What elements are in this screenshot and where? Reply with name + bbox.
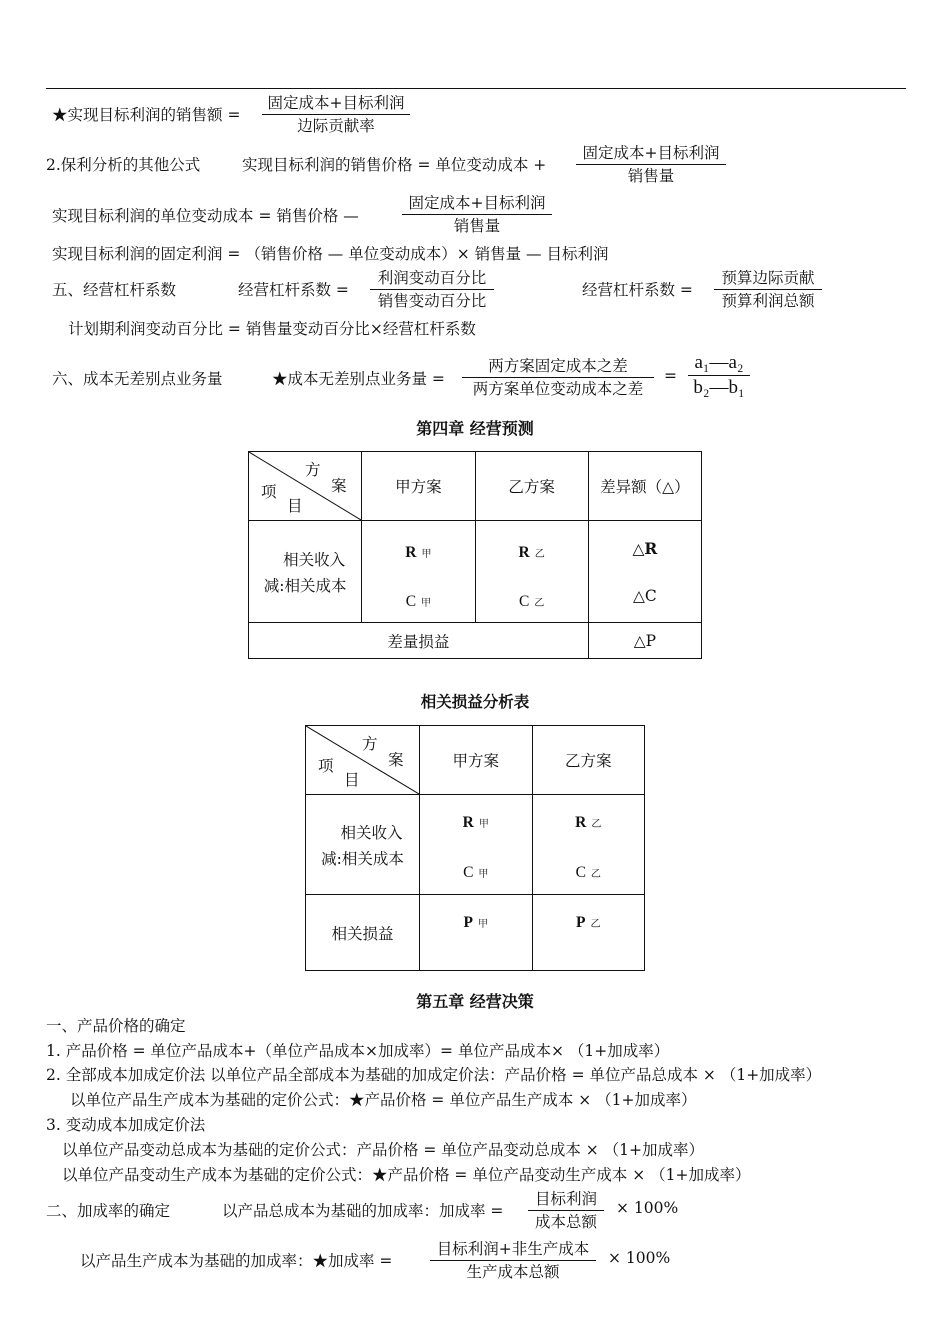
corner-label-right: 案 [331, 477, 347, 495]
markup-production-tail: × 100% [608, 1249, 671, 1267]
variable-total-line: 以单位产品变动总成本为基础的定价公式：产品价格 = 单位产品变动总成本 × （1+加成率） [62, 1141, 705, 1159]
profit-symbol: P [463, 914, 474, 931]
corner-label-top: 方 [362, 735, 378, 753]
row-label-cost: 减:相关成本 [321, 849, 404, 868]
revenue-symbol: R [405, 544, 417, 561]
leverage-label-1: 经营杠杆系数 = [238, 281, 349, 299]
row-label-revenue: 相关收入 [340, 823, 403, 842]
indifference-heading: 六、成本无差别点业务量 [52, 370, 223, 388]
markup-production-label: 以产品生产成本为基础的加成率：★加成率 = [80, 1252, 393, 1270]
relevant-profit-table-title: 相关损益分析表 [420, 692, 530, 711]
section-price-heading: 一、产品价格的确定 [46, 1017, 186, 1035]
cost-symbol: C [463, 864, 474, 881]
difference-cell [588, 521, 701, 623]
target-price-fraction: 固定成本+目标利润 销售量 [576, 142, 726, 187]
difference-analysis-table [248, 451, 702, 659]
subscript-yi: 乙 [591, 819, 602, 830]
leverage-label-2: 经营杠杆系数 = [582, 281, 693, 299]
indifference-fraction: 两方案固定成本之差 两方案单位变动成本之差 [462, 355, 654, 400]
indifference-eq: = [664, 367, 677, 385]
subscript-jia: 甲 [478, 869, 489, 880]
subscript-jia: 甲 [421, 549, 432, 560]
plan-b-cell [532, 795, 645, 895]
target-vc-fraction: 固定成本+目标利润 销售量 [402, 192, 552, 237]
header-rule [46, 88, 906, 89]
markup-total-label: 以产品总成本为基础的加成率：加成率 = [222, 1202, 504, 1220]
plan-b-cell [475, 521, 588, 623]
subscript-jia: 甲 [478, 819, 489, 830]
column-header: 乙方案 [532, 726, 645, 795]
leverage-fraction-1: 利润变动百分比 销售变动百分比 [370, 267, 494, 312]
relevant-profit-table [305, 725, 645, 971]
row-label-cell [249, 521, 362, 623]
variable-production-line: 以单位产品变动生产成本为基础的定价公式：★产品价格 = 单位产品变动生产成本 × （1+加成率） [62, 1166, 751, 1184]
target-price-label: 实现目标利润的销售价格 = 单位变动成本 + [242, 156, 547, 174]
column-header: 甲方案 [420, 726, 533, 795]
cost-symbol: C [518, 593, 530, 610]
column-header: 乙方案 [475, 452, 588, 521]
cost-symbol: C [575, 864, 586, 881]
delta-profit-cell: △P [588, 623, 701, 659]
delta-cost: △C [632, 587, 657, 605]
cost-symbol: C [405, 593, 417, 610]
corner-label-right: 案 [388, 751, 404, 769]
indifference-ab-fraction: $\frac{\text{a₁—a₂}}{\text{b₂—b₁}}$ [688, 351, 750, 400]
profit-a-cell [420, 895, 533, 971]
corner-label-left: 项 [261, 483, 277, 501]
corner-label-top: 方 [305, 461, 321, 479]
chapter-4-title: 第四章 经营预测 [416, 419, 534, 438]
column-header: 差异额（△） [588, 452, 701, 521]
indifference-label: ★成本无差别点业务量 = [272, 370, 445, 388]
subscript-yi: 乙 [534, 598, 545, 609]
plan-a-cell [420, 795, 533, 895]
profit-symbol: P [576, 914, 586, 931]
row-label-cost: 减:相关成本 [263, 576, 347, 595]
star-sales-fraction: 固定成本+目标利润 边际贡献率 [262, 92, 410, 137]
markup-total-tail: × 100% [616, 1199, 679, 1217]
markup-production-fraction: 目标利润+非生产成本 生产成本总额 [430, 1238, 596, 1283]
leverage-heading: 五、经营杠杆系数 [52, 281, 177, 299]
plan-profit-line: 计划期利润变动百分比 = 销售量变动百分比×经营杠杆系数 [68, 320, 476, 338]
table-corner-cell [306, 726, 420, 795]
markup-total-fraction: 目标利润 成本总额 [528, 1188, 604, 1233]
revenue-symbol: R [518, 544, 530, 561]
subscript-jia: 甲 [477, 919, 488, 930]
subscript-yi: 乙 [590, 869, 601, 880]
price-formula-line: 1. 产品价格 = 单位产品成本+（单位产品成本×加成率）= 单位产品成本× （1+加成率） [46, 1042, 670, 1060]
section-markup-heading: 二、加成率的确定 [46, 1202, 171, 1220]
target-vc-label: 实现目标利润的单位变动成本 = 销售价格 — [52, 207, 359, 225]
subscript-jia: 甲 [421, 598, 432, 609]
footer-label-cell: 差量损益 [249, 623, 589, 659]
star-sales-label: ★实现目标利润的销售额 = [52, 106, 241, 124]
profit-formulas-heading: 2.保利分析的其他公式 [46, 156, 201, 174]
leverage-fraction-2: 预算边际贡献 预算利润总额 [714, 267, 822, 312]
subscript-yi: 乙 [534, 549, 545, 560]
column-header: 甲方案 [362, 452, 475, 521]
footer-label-cell: 相关损益 [306, 895, 420, 971]
table-corner-cell [249, 452, 362, 521]
revenue-symbol: R [462, 814, 474, 831]
delta-revenue: △R [632, 539, 658, 558]
corner-label-left: 项 [318, 757, 334, 775]
target-fixed-line: 实现目标利润的固定利润 = （销售价格 — 单位变动成本）× 销售量 — 目标利润 [52, 245, 609, 263]
corner-label-bottom: 目 [287, 497, 303, 515]
production-cost-line: 以单位产品生产成本为基础的定价公式：★产品价格 = 单位产品生产成本 × （1+加成率） [70, 1091, 697, 1109]
variable-cost-heading: 3. 变动成本加成定价法 [46, 1116, 206, 1134]
full-cost-line: 2. 全部成本加成定价法 以单位产品全部成本为基础的加成定价法：产品价格 = 单位产品总成本 × （1+加成率） [46, 1066, 822, 1084]
profit-b-cell [532, 895, 645, 971]
row-label-cell [306, 795, 420, 895]
corner-label-bottom: 目 [344, 771, 360, 789]
chapter-5-title: 第五章 经营决策 [416, 992, 534, 1011]
row-label-revenue: 相关收入 [283, 550, 346, 569]
subscript-yi: 乙 [590, 919, 601, 930]
plan-a-cell [362, 521, 475, 623]
revenue-symbol: R [575, 814, 587, 831]
